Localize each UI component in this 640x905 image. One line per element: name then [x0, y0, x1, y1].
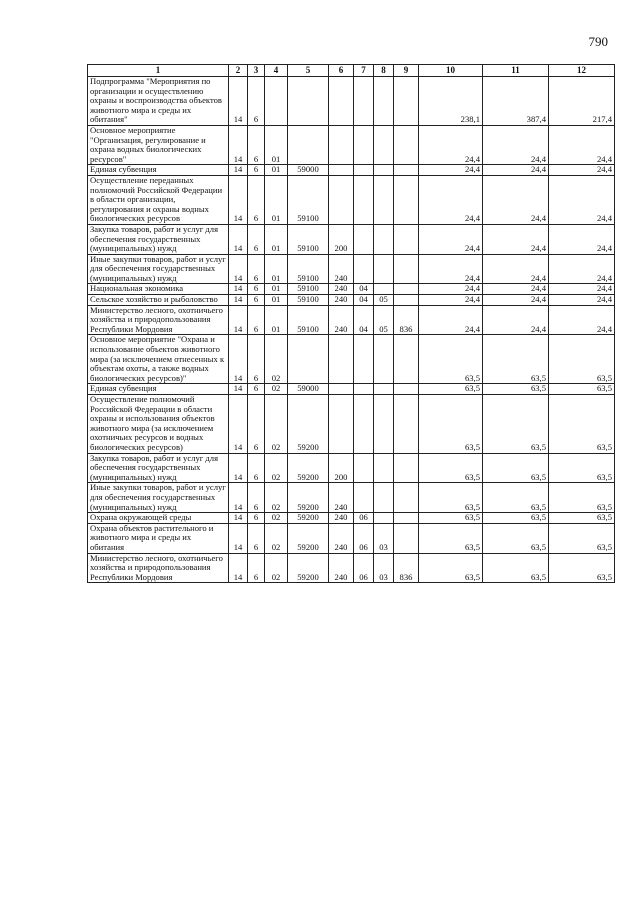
code-cell [374, 165, 394, 176]
amount-cell: 63,5 [549, 513, 615, 524]
code-cell: 01 [265, 254, 288, 284]
amount-cell: 24,4 [483, 125, 549, 164]
code-cell: 14 [229, 77, 248, 126]
column-header: 8 [374, 65, 394, 77]
table-row [88, 384, 615, 395]
code-cell: 6 [248, 165, 265, 176]
code-cell [394, 335, 419, 384]
code-cell: 6 [248, 305, 265, 335]
code-cell [354, 335, 374, 384]
code-cell: 14 [229, 305, 248, 335]
table-row [88, 523, 615, 553]
amount-cell: 24,4 [549, 165, 615, 176]
table-row [88, 483, 615, 513]
amount-cell: 24,4 [483, 224, 549, 254]
code-cell [394, 125, 419, 164]
table-row [88, 513, 615, 524]
column-header: 4 [265, 65, 288, 77]
code-cell: 6 [248, 224, 265, 254]
amount-cell: 63,5 [549, 523, 615, 553]
code-cell: 240 [329, 523, 354, 553]
code-cell: 240 [329, 284, 354, 295]
code-cell: 6 [248, 125, 265, 164]
code-cell: 6 [248, 254, 265, 284]
code-cell: 6 [248, 523, 265, 553]
code-cell: 59100 [288, 295, 329, 306]
column-header: 2 [229, 65, 248, 77]
page-number: 790 [588, 34, 608, 49]
code-cell: 02 [265, 395, 288, 454]
row-name-cell: Закупка товаров, работ и услуг для обеспечения государственных (муниципальных) нужд [88, 453, 229, 483]
row-name-cell: Сельское хозяйство и рыболовство [88, 295, 229, 306]
amount-cell: 63,5 [483, 513, 549, 524]
code-cell [374, 224, 394, 254]
code-cell: 14 [229, 513, 248, 524]
code-cell: 6 [248, 384, 265, 395]
code-cell: 04 [354, 295, 374, 306]
code-cell [374, 254, 394, 284]
code-cell: 03 [374, 553, 394, 583]
row-name-cell: Охрана объектов растительного и животного мира и среды их обитания [88, 523, 229, 553]
budget-table [87, 64, 615, 583]
amount-cell: 24,4 [483, 295, 549, 306]
row-name-cell: Единая субвенция [88, 165, 229, 176]
table-row [88, 175, 615, 224]
code-cell: 06 [354, 523, 374, 553]
row-name-cell: Иные закупки товаров, работ и услуг для обеспечения государственных (муниципальных) нужд [88, 483, 229, 513]
table-header [88, 65, 615, 77]
code-cell: 59200 [288, 523, 329, 553]
code-cell: 59200 [288, 483, 329, 513]
code-cell [394, 254, 419, 284]
code-cell [329, 384, 354, 395]
code-cell: 6 [248, 483, 265, 513]
row-name-cell: Закупка товаров, работ и услуг для обеспечения государственных (муниципальных) нужд [88, 224, 229, 254]
amount-cell: 63,5 [549, 453, 615, 483]
code-cell [394, 395, 419, 454]
code-cell: 01 [265, 224, 288, 254]
code-cell: 59100 [288, 305, 329, 335]
code-cell: 02 [265, 453, 288, 483]
code-cell: 6 [248, 295, 265, 306]
code-cell [394, 453, 419, 483]
code-cell: 200 [329, 453, 354, 483]
row-name-cell: Министерство лесного, охотничьего хозяйства и природопользования Республики Мордовия [88, 305, 229, 335]
code-cell [374, 77, 394, 126]
amount-cell: 24,4 [419, 254, 483, 284]
amount-cell: 24,4 [419, 295, 483, 306]
code-cell [288, 77, 329, 126]
column-header: 12 [549, 65, 615, 77]
table-row [88, 77, 615, 126]
amount-cell: 63,5 [419, 523, 483, 553]
table-row [88, 453, 615, 483]
code-cell: 59000 [288, 165, 329, 176]
amount-cell: 63,5 [549, 335, 615, 384]
code-cell: 14 [229, 483, 248, 513]
table-row [88, 224, 615, 254]
code-cell: 240 [329, 305, 354, 335]
code-cell [354, 77, 374, 126]
code-cell: 59000 [288, 384, 329, 395]
code-cell: 05 [374, 305, 394, 335]
code-cell [374, 335, 394, 384]
code-cell [354, 254, 374, 284]
code-cell [354, 453, 374, 483]
code-cell: 240 [329, 254, 354, 284]
row-name-cell: Осуществление переданных полномочий Российской Федерации в области организации, регулирования и охраны водных биологических ресурсов [88, 175, 229, 224]
code-cell: 59200 [288, 453, 329, 483]
code-cell: 03 [374, 523, 394, 553]
code-cell [329, 77, 354, 126]
code-cell: 14 [229, 254, 248, 284]
code-cell [265, 77, 288, 126]
code-cell: 6 [248, 175, 265, 224]
amount-cell: 24,4 [419, 165, 483, 176]
code-cell: 14 [229, 384, 248, 395]
code-cell [374, 453, 394, 483]
amount-cell: 63,5 [549, 553, 615, 583]
table-row [88, 553, 615, 583]
code-cell [374, 483, 394, 513]
code-cell: 836 [394, 553, 419, 583]
amount-cell: 387,4 [483, 77, 549, 126]
code-cell: 02 [265, 513, 288, 524]
code-cell [394, 224, 419, 254]
amount-cell: 24,4 [483, 165, 549, 176]
amount-cell: 63,5 [483, 384, 549, 395]
amount-cell: 24,4 [549, 284, 615, 295]
row-name-cell: Охрана окружающей среды [88, 513, 229, 524]
column-header: 10 [419, 65, 483, 77]
row-name-cell: Осуществление полномочий Российской Федерации в области охраны и использования объектов животного мира (за исключением охотничьих ресурсов и водных биологических ресурсов) [88, 395, 229, 454]
code-cell: 01 [265, 284, 288, 295]
code-cell: 14 [229, 284, 248, 295]
code-cell: 02 [265, 553, 288, 583]
code-cell: 14 [229, 224, 248, 254]
code-cell: 14 [229, 553, 248, 583]
table-row [88, 395, 615, 454]
amount-cell: 63,5 [483, 335, 549, 384]
code-cell [394, 513, 419, 524]
code-cell [354, 483, 374, 513]
amount-cell: 24,4 [549, 254, 615, 284]
code-cell: 14 [229, 335, 248, 384]
amount-cell: 24,4 [549, 305, 615, 335]
code-cell: 14 [229, 165, 248, 176]
code-cell: 01 [265, 165, 288, 176]
code-cell: 02 [265, 384, 288, 395]
amount-cell: 24,4 [483, 175, 549, 224]
code-cell [394, 295, 419, 306]
table-row [88, 284, 615, 295]
code-cell [329, 175, 354, 224]
code-cell [394, 384, 419, 395]
code-cell: 14 [229, 125, 248, 164]
row-name-cell: Основное мероприятие "Охрана и использование объектов животного мира (за исключением отнесенных к объектам охоты, а также водных биологических ресурсов)" [88, 335, 229, 384]
amount-cell: 238,1 [419, 77, 483, 126]
amount-cell: 63,5 [419, 513, 483, 524]
code-cell: 59100 [288, 284, 329, 295]
code-cell: 6 [248, 513, 265, 524]
row-name-cell: Национальная экономика [88, 284, 229, 295]
code-cell: 14 [229, 453, 248, 483]
code-cell: 59100 [288, 224, 329, 254]
table-row [88, 295, 615, 306]
code-cell [329, 335, 354, 384]
code-cell: 14 [229, 295, 248, 306]
code-cell: 836 [394, 305, 419, 335]
amount-cell: 24,4 [419, 305, 483, 335]
amount-cell: 24,4 [419, 284, 483, 295]
code-cell: 02 [265, 523, 288, 553]
code-cell: 06 [354, 553, 374, 583]
table-row [88, 305, 615, 335]
code-cell [394, 523, 419, 553]
amount-cell: 24,4 [419, 125, 483, 164]
code-cell [394, 165, 419, 176]
table-row [88, 125, 615, 164]
code-cell [374, 395, 394, 454]
code-cell: 01 [265, 295, 288, 306]
row-name-cell: Министерство лесного, охотничьего хозяйства и природопользования Республики Мордовия [88, 553, 229, 583]
code-cell [329, 165, 354, 176]
code-cell: 6 [248, 335, 265, 384]
code-cell: 04 [354, 284, 374, 295]
row-name-cell: Единая субвенция [88, 384, 229, 395]
code-cell [329, 395, 354, 454]
header-row [88, 65, 615, 77]
code-cell: 01 [265, 175, 288, 224]
code-cell [354, 395, 374, 454]
amount-cell: 63,5 [549, 483, 615, 513]
code-cell: 6 [248, 77, 265, 126]
code-cell [394, 77, 419, 126]
code-cell: 59100 [288, 175, 329, 224]
code-cell: 14 [229, 175, 248, 224]
code-cell [394, 483, 419, 513]
amount-cell: 24,4 [549, 224, 615, 254]
code-cell [354, 165, 374, 176]
amount-cell: 63,5 [483, 553, 549, 583]
code-cell: 06 [354, 513, 374, 524]
column-header: 5 [288, 65, 329, 77]
column-header: 11 [483, 65, 549, 77]
code-cell [374, 125, 394, 164]
row-name-cell: Подпрограмма "Мероприятия по организации и осуществлению охраны и воспроизводства объектов животного мира и среды их обитания" [88, 77, 229, 126]
code-cell [374, 175, 394, 224]
code-cell [354, 224, 374, 254]
code-cell: 200 [329, 224, 354, 254]
amount-cell: 24,4 [483, 254, 549, 284]
amount-cell: 24,4 [419, 175, 483, 224]
code-cell: 01 [265, 305, 288, 335]
row-name-cell: Иные закупки товаров, работ и услуг для обеспечения государственных (муниципальных) нужд [88, 254, 229, 284]
code-cell: 14 [229, 523, 248, 553]
amount-cell: 63,5 [419, 553, 483, 583]
column-header: 6 [329, 65, 354, 77]
code-cell [354, 175, 374, 224]
amount-cell: 63,5 [483, 395, 549, 454]
amount-cell: 63,5 [419, 483, 483, 513]
code-cell [329, 125, 354, 164]
code-cell: 59200 [288, 395, 329, 454]
code-cell [354, 125, 374, 164]
code-cell: 240 [329, 553, 354, 583]
code-cell: 59100 [288, 254, 329, 284]
amount-cell: 63,5 [483, 483, 549, 513]
code-cell: 6 [248, 395, 265, 454]
code-cell: 240 [329, 295, 354, 306]
code-cell: 6 [248, 553, 265, 583]
row-name-cell: Основное мероприятие "Организация, регулирование и охрана водных биологических ресурсов" [88, 125, 229, 164]
amount-cell: 63,5 [419, 453, 483, 483]
code-cell: 02 [265, 483, 288, 513]
code-cell [374, 513, 394, 524]
code-cell [288, 335, 329, 384]
amount-cell: 24,4 [483, 284, 549, 295]
column-header: 3 [248, 65, 265, 77]
code-cell: 6 [248, 284, 265, 295]
code-cell: 14 [229, 395, 248, 454]
code-cell: 6 [248, 453, 265, 483]
amount-cell: 63,5 [549, 384, 615, 395]
column-header: 9 [394, 65, 419, 77]
code-cell [288, 125, 329, 164]
code-cell [354, 384, 374, 395]
amount-cell: 63,5 [549, 395, 615, 454]
code-cell: 240 [329, 483, 354, 513]
code-cell: 01 [265, 125, 288, 164]
table-row [88, 254, 615, 284]
code-cell: 02 [265, 335, 288, 384]
amount-cell: 24,4 [549, 295, 615, 306]
amount-cell: 63,5 [419, 384, 483, 395]
code-cell: 05 [374, 295, 394, 306]
column-header: 7 [354, 65, 374, 77]
code-cell [374, 384, 394, 395]
column-header: 1 [88, 65, 229, 77]
amount-cell: 24,4 [483, 305, 549, 335]
table-row [88, 165, 615, 176]
amount-cell: 63,5 [483, 453, 549, 483]
table-body [88, 77, 615, 583]
amount-cell: 24,4 [549, 125, 615, 164]
code-cell: 240 [329, 513, 354, 524]
code-cell: 04 [354, 305, 374, 335]
code-cell [394, 175, 419, 224]
amount-cell: 24,4 [419, 224, 483, 254]
code-cell: 59200 [288, 553, 329, 583]
code-cell [374, 284, 394, 295]
amount-cell: 63,5 [483, 523, 549, 553]
amount-cell: 63,5 [419, 335, 483, 384]
table-row [88, 335, 615, 384]
amount-cell: 24,4 [549, 175, 615, 224]
code-cell [394, 284, 419, 295]
amount-cell: 63,5 [419, 395, 483, 454]
code-cell: 59200 [288, 513, 329, 524]
amount-cell: 217,4 [549, 77, 615, 126]
